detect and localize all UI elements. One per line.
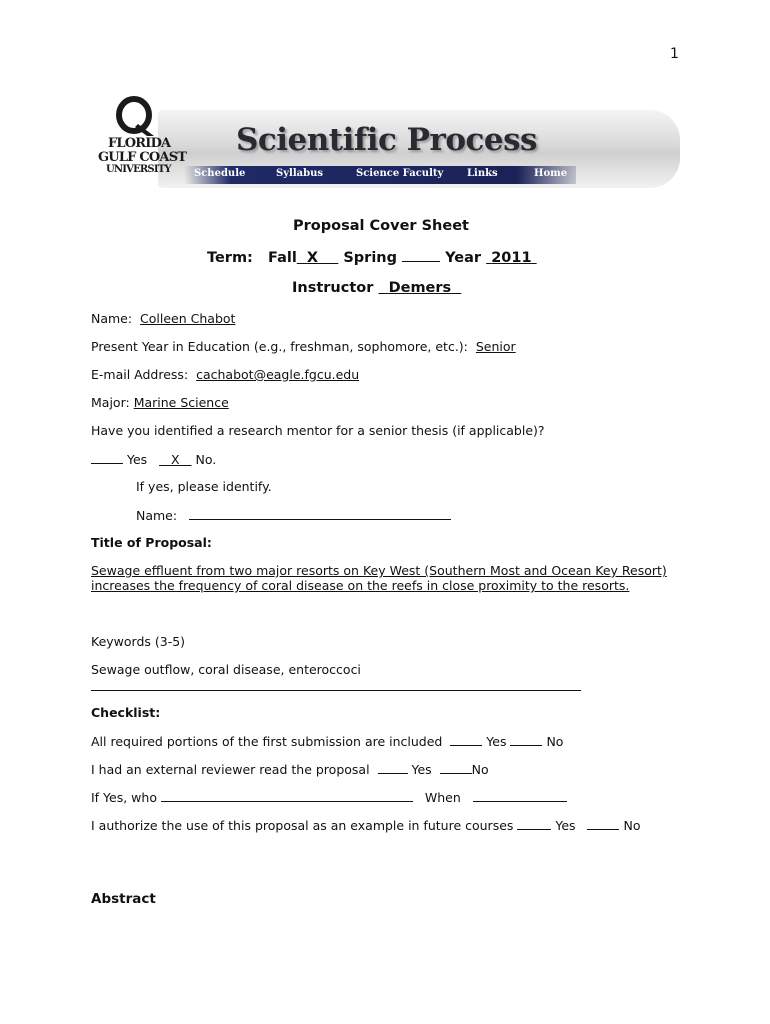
mentor-answer: Yes X No. (91, 451, 216, 467)
proposal-title-label: Title of Proposal: (91, 535, 212, 550)
mentor-identify: If yes, please identify. (136, 479, 272, 494)
logo-line-1: FLORIDA (108, 136, 171, 151)
proposal-title-line-2: increases the frequency of coral disease on the reefs in close proximity to the resorts. (91, 578, 630, 593)
spring-blank (402, 249, 440, 262)
name-row: Name: Colleen Chabot (91, 311, 236, 326)
nav-home[interactable]: Home (534, 168, 568, 179)
checklist-label: Checklist: (91, 705, 161, 720)
mentor-question: Have you identified a research mentor for a senior thesis (if applicable)? (91, 423, 545, 438)
logo-line-2: GULF COAST (98, 150, 187, 165)
term-line (207, 249, 537, 266)
q-logo-icon (114, 96, 158, 136)
university-logo (90, 96, 187, 188)
email-row: E-mail Address: cachabot@eagle.fgcu.edu (91, 367, 360, 382)
mentor-no-mark: X (171, 452, 180, 467)
fall-value: X (306, 250, 319, 266)
education-value: Senior (475, 339, 516, 354)
nav-links[interactable]: Links (467, 168, 498, 179)
education-row: Present Year in Education (e.g., freshman, sophomore, etc.): Senior (91, 339, 516, 354)
email-value: cachabot@eagle.fgcu.edu (196, 367, 360, 382)
instructor-label: Instructor (292, 280, 374, 296)
fall-label: Fall (268, 250, 297, 266)
banner-nav (184, 166, 576, 184)
year-label: Year (445, 250, 482, 266)
checklist-item-4: I authorize the use of this proposal as an example in future courses Yes No (91, 818, 641, 833)
spring-label: Spring (343, 250, 398, 266)
proposal-title-line-1: Sewage effluent from two major resorts on Key West (Southern Most and Ocean Key Resort) (91, 563, 667, 578)
banner-title: Scientific Process (236, 122, 537, 158)
major-value: Marine Science (133, 395, 229, 410)
keywords-label: Keywords (3-5) (91, 634, 186, 649)
year-value: 2011 (491, 250, 532, 266)
checklist-item-1: All required portions of the first submission are included Yes No (91, 734, 564, 749)
nav-science-faculty[interactable]: Science Faculty (356, 168, 444, 179)
checklist-item-2: I had an external reviewer read the proposal Yes No (91, 762, 489, 777)
keywords-value: Sewage outflow, coral disease, enteroccoci (91, 662, 361, 677)
reviewer-who-blank (161, 789, 413, 802)
mentor-name-row: Name: (136, 507, 451, 523)
abstract-heading: Abstract (91, 891, 156, 907)
reviewer-when-blank (473, 789, 567, 802)
header-banner (88, 96, 680, 196)
instructor-value: Demers (388, 280, 452, 296)
name-value: Colleen Chabot (140, 311, 236, 326)
nav-syllabus[interactable]: Syllabus (276, 168, 324, 179)
mentor-name-blank (189, 507, 451, 520)
checklist-item-3: If Yes, who When (91, 789, 567, 805)
major-row: Major: Marine Science (91, 395, 229, 410)
logo-line-3: UNIVERSITY (106, 164, 171, 175)
nav-schedule[interactable]: Schedule (194, 168, 246, 179)
instructor-line (292, 280, 461, 296)
page-number: 1 (670, 46, 679, 62)
term-label: Term: (207, 250, 253, 266)
divider-line (91, 690, 581, 691)
page-title: Proposal Cover Sheet (293, 218, 469, 234)
